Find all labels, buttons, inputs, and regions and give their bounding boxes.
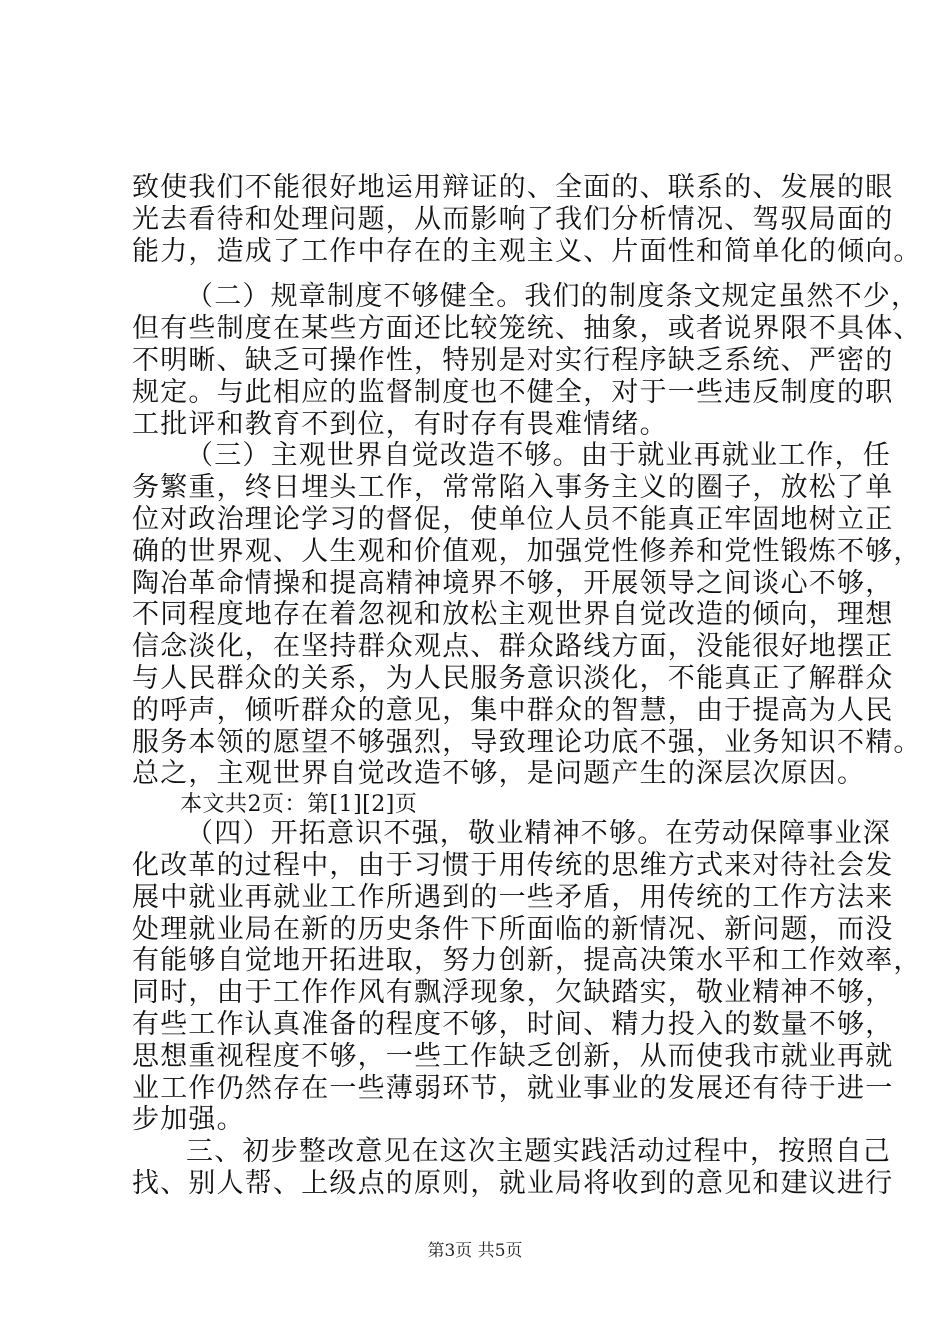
text-line: 服务本领的愿望不够强烈，导致理论功底不强，业务知识不精。 [132,727,922,758]
text-line: 化改革的过程中，由于习惯于用传统的思维方式来对待社会发 [132,850,894,881]
text-line: （四）开拓意识不强，敬业精神不够。在劳动保障事业深 [186,818,891,849]
text-line: （三）主观世界自觉改造不够。由于就业再就业工作，任 [186,440,891,471]
text-line: 不明晰、缺乏可操作性，特别是对实行程序缺乏系统、严密的 [132,345,894,376]
text-line: 确的世界观、人生观和价值观，加强党性修养和党性锻炼不够， [132,536,922,567]
text-line: 同时，由于工作作风有飘浮现象，欠缺踏实，敬业精神不够， [132,977,894,1008]
text-line: 有能够自觉地开拓进取，努力创新，提高决策水平和工作效率， [132,945,922,976]
text-line: 陶冶革命情操和提高精神境界不够，开展领导之间谈心不够， [132,568,894,599]
text-line: 业工作仍然存在一些薄弱环节，就业事业的发展还有待于进一 [132,1073,894,1104]
text-line: 三、初步整改意见在这次主题实践活动过程中，按照自己 [186,1136,891,1167]
text-line: （二）规章制度不够健全。我们的制度条文规定虽然不少， [186,281,920,312]
text-line: 与人民群众的关系，为人民服务意识淡化，不能真正了解群众 [132,663,894,694]
text-line: 有些工作认真准备的程度不够，时间、精力投入的数量不够， [132,1009,894,1040]
text-line: 步加强。 [132,1104,245,1135]
text-line: 的呼声，倾听群众的意见，集中群众的智慧，由于提高为人民 [132,695,894,726]
text-line: 工批评和教育不到位，有时存有畏难情绪。 [132,409,668,440]
page-footer: 第3页 共5页 [427,1241,523,1261]
text-line: 位对政治理论学习的督促，使单位人员不能真正牢固地树立正 [132,504,894,535]
text-line: 务繁重，终日埋头工作，常常陷入事务主义的圈子，放松了单 [132,472,894,503]
text-line: 思想重视程度不够，一些工作缺乏创新，从而使我市就业再就 [132,1041,894,1072]
text-line: 规定。与此相应的监督制度也不健全，对于一些违反制度的职 [132,377,894,408]
pagination-note: 本文共2页：第[1][2]页 [180,792,418,817]
text-line: 致使我们不能很好地运用辩证的、全面的、联系的、发展的眼 [132,172,894,203]
text-line: 总之，主观世界自觉改造不够，是问题产生的深层次原因。 [132,758,866,789]
text-line: 找、别人帮、上级点的原则，就业局将收到的意见和建议进行 [132,1168,894,1199]
text-line: 处理就业局在新的历史条件下所面临的新情况、新问题，而没 [132,914,894,945]
text-line: 光去看待和处理问题，从而影响了我们分析情况、驾驭局面的 [132,204,894,235]
text-line: 但有些制度在某些方面还比较笼统、抽象，或者说界限不具体、 [132,313,922,344]
text-line: 展中就业再就业工作所遇到的一些矛盾，用传统的工作方法来 [132,882,894,913]
text-line: 信念淡化，在坚持群众观点、群众路线方面，没能很好地摆正 [132,631,894,662]
text-line: 不同程度地存在着忽视和放松主观世界自觉改造的倾向，理想 [132,599,894,630]
text-line: 能力，造成了工作中存在的主观主义、片面性和简单化的倾向。 [132,236,922,267]
